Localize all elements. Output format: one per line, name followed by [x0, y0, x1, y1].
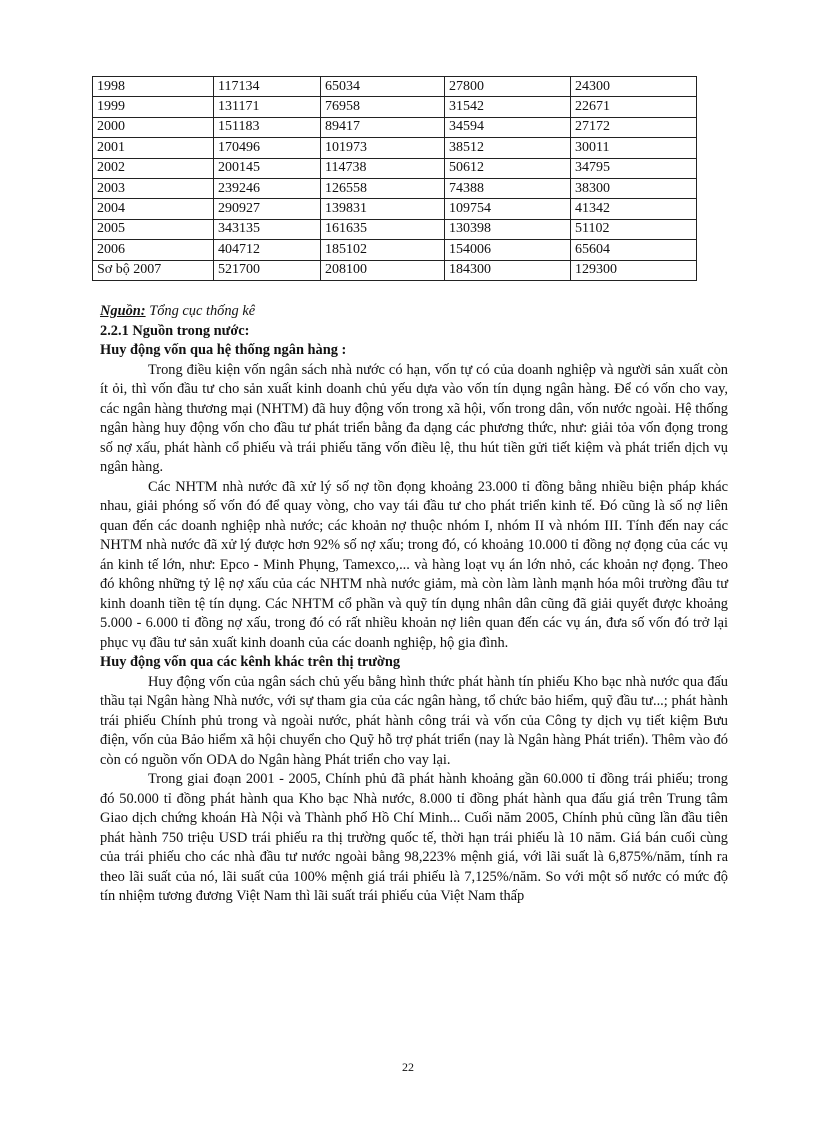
table-cell: 1999 [93, 97, 214, 117]
table-cell: 31542 [445, 97, 571, 117]
table-cell: 139831 [321, 199, 445, 219]
paragraph-government-bonds: Trong giai đoạn 2001 - 2005, Chính phủ đã phát hành khoảng gần 60.000 tỉ đồng trái phiếu; trong đó 50.000 tỉ đồng phát hành qua Kho bạc Nhà nước, 8.000 tỉ đồng phát hành qua đấu giá trên Trung tâm Giao dịch chứng khoán Hà Nội và Thành phố Hồ Chí Minh... Cuối năm 2005, Chính phủ cũng lần đầu tiên phát hành 750 triệu USD trái phiếu ra thị trường quốc tế, thời hạn trái phiếu là 10 năm. Giá bán cuối cùng của trái phiếu cho các nhà đầu tư nước ngoài bằng 98,223% mệnh giá, với lãi suất là 6,875%/năm, tính ra theo lãi suất của nó, lãi suất của 100% mệnh giá trái phiếu là 7,125%/năm. So với một số nước có mức độ tín nhiệm tương đương Việt Nam thì lãi suất trái phiếu của Việt Nam thấp [100, 771, 728, 904]
table-cell: 50612 [445, 158, 571, 178]
table-cell: 117134 [214, 77, 321, 97]
table-cell: 38300 [571, 178, 697, 198]
table-row [93, 240, 697, 260]
source-note [100, 302, 728, 322]
table-cell: 170496 [214, 138, 321, 158]
table-cell: Sơ bộ 2007 [93, 260, 214, 280]
table-row [93, 260, 697, 280]
table-cell: 208100 [321, 260, 445, 280]
table-cell: 130398 [445, 219, 571, 239]
table-row [93, 199, 697, 219]
table-cell: 521700 [214, 260, 321, 280]
paragraph-bad-debt: Các NHTM nhà nước đã xử lý số nợ tồn đọng khoảng 23.000 tỉ đồng bằng nhiều biện pháp khác nhau, giải phóng số vốn đó để quay vòng, cho vay tái đầu tư cho phát triển kinh tế. Đó cũng là số nợ liên quan đến các doanh nghiệp nhà nước; các khoản nợ thuộc nhóm I, nhóm II và nhóm III. Tính đến nay các NHTM nhà nước đã xử lý được hơn 92% số nợ xấu; trong đó, có khoảng 10.000 tỉ đồng nợ đọng của các vụ án kinh tế lớn, như: Epco - Minh Phụng, Tamexco,... và hàng loạt vụ án lớn nhỏ, các khoản nợ đọng. Theo đó không những tỷ lệ nợ xấu của các NHTM nhà nước giảm, mà còn làm lành mạnh hóa môi trường đầu tư kinh doanh tiền tệ tín dụng. Các NHTM cổ phần và quỹ tín dụng nhân dân cũng đã giải quyết được khoảng 5.000 - 6.000 tỉ đồng nợ xấu, trong đó có rất nhiều khoản nợ liên quan đến các vụ án, đưa số vốn đó trở lại phục vụ đầu tư sản xuất kinh doanh của các doanh nghiệp, hộ gia đình. [100, 478, 728, 651]
table-cell: 2003 [93, 178, 214, 198]
subheading-bank-mobilization: Huy động vốn qua hệ thống ngân hàng : [100, 342, 347, 358]
table-cell: 24300 [571, 77, 697, 97]
table-cell: 65604 [571, 240, 697, 260]
table-cell: 65034 [321, 77, 445, 97]
table-cell: 89417 [321, 117, 445, 137]
table-cell: 114738 [321, 158, 445, 178]
paragraph-treasury-bills: Huy động vốn của ngân sách chủ yếu bằng hình thức phát hành tín phiếu Kho bạc nhà nước qua đấu thầu tại Ngân hàng Nhà nước, với sự tham gia của các ngân hàng, tổ chức bảo hiểm, quỹ đầu tư...; phát hành trái phiếu Chính phủ trong và ngoài nước, phát hành công trái và vốn của Công ty dịch vụ tiết kiệm Bưu điện, vốn của Bảo hiểm xã hội chuyển cho Quỹ hỗ trợ phát triển (nay là Ngân hàng Phát triển). Thêm vào đó còn có nguồn vốn ODA do Ngân hàng Phát triển cho vay lại. [100, 673, 728, 768]
table-body [93, 77, 697, 281]
table-row [93, 77, 697, 97]
table-cell: 161635 [321, 219, 445, 239]
table-cell: 2005 [93, 219, 214, 239]
table-cell: 343135 [214, 219, 321, 239]
table-cell: 38512 [445, 138, 571, 158]
table-cell: 30011 [571, 138, 697, 158]
table-cell: 2006 [93, 240, 214, 260]
table-cell: 1998 [93, 77, 214, 97]
table-cell: 2000 [93, 117, 214, 137]
table-cell: 126558 [321, 178, 445, 198]
table-cell: 109754 [445, 199, 571, 219]
paragraph-bank-capital: Trong điều kiện vốn ngân sách nhà nước có hạn, vốn tự có của doanh nghiệp và người sản xuất còn ít ỏi, thì vốn đầu tư cho sản xuất kinh doanh chủ yếu dựa vào vốn tín dụng ngân hàng. Để có vốn cho vay, các ngân hàng thương mại (NHTM) đã huy động vốn trong xã hội, vốn trong dân, vốn nước ngoài. Hệ thống ngân hàng huy động vốn cho đầu tư phát triển bằng đa dạng các phương thức, như: giải tỏa vốn đọng trong số nợ xấu, phát hành cổ phiếu và trái phiếu tăng vốn điều lệ, thu hút tiền gửi tiết kiệm và phát triển dịch vụ ngân hàng. [100, 361, 728, 475]
table-cell: 74388 [445, 178, 571, 198]
table-cell: 101973 [321, 138, 445, 158]
table-cell: 131171 [214, 97, 321, 117]
table-cell: 27800 [445, 77, 571, 97]
table-cell: 185102 [321, 240, 445, 260]
source-label: Nguồn: [100, 303, 146, 319]
table-cell: 27172 [571, 117, 697, 137]
subheading-other-channels: Huy động vốn qua các kênh khác trên thị trường [100, 654, 401, 670]
table-cell: 51102 [571, 219, 697, 239]
source-text: Tổng cục thống kê [145, 303, 256, 319]
table-row [93, 138, 697, 158]
table-cell: 290927 [214, 199, 321, 219]
table-cell: 151183 [214, 117, 321, 137]
table-cell: 22671 [571, 97, 697, 117]
table-cell: 76958 [321, 97, 445, 117]
table-row [93, 219, 697, 239]
table-cell: 184300 [445, 260, 571, 280]
table-cell: 34795 [571, 158, 697, 178]
statistics-table [92, 76, 697, 281]
table-cell: 2004 [93, 199, 214, 219]
table-cell: 34594 [445, 117, 571, 137]
table-row [93, 97, 697, 117]
table-row [93, 117, 697, 137]
table-cell: 2002 [93, 158, 214, 178]
document-body [100, 302, 728, 907]
table-cell: 404712 [214, 240, 321, 260]
page-number: 22 [402, 1060, 414, 1074]
table-cell: 41342 [571, 199, 697, 219]
table-cell: 2001 [93, 138, 214, 158]
table-cell: 200145 [214, 158, 321, 178]
table-row [93, 158, 697, 178]
table-cell: 129300 [571, 260, 697, 280]
section-title: 2.2.1 Nguồn trong nước: [100, 322, 250, 339]
table-cell: 154006 [445, 240, 571, 260]
table-cell: 239246 [214, 178, 321, 198]
table-row [93, 178, 697, 198]
